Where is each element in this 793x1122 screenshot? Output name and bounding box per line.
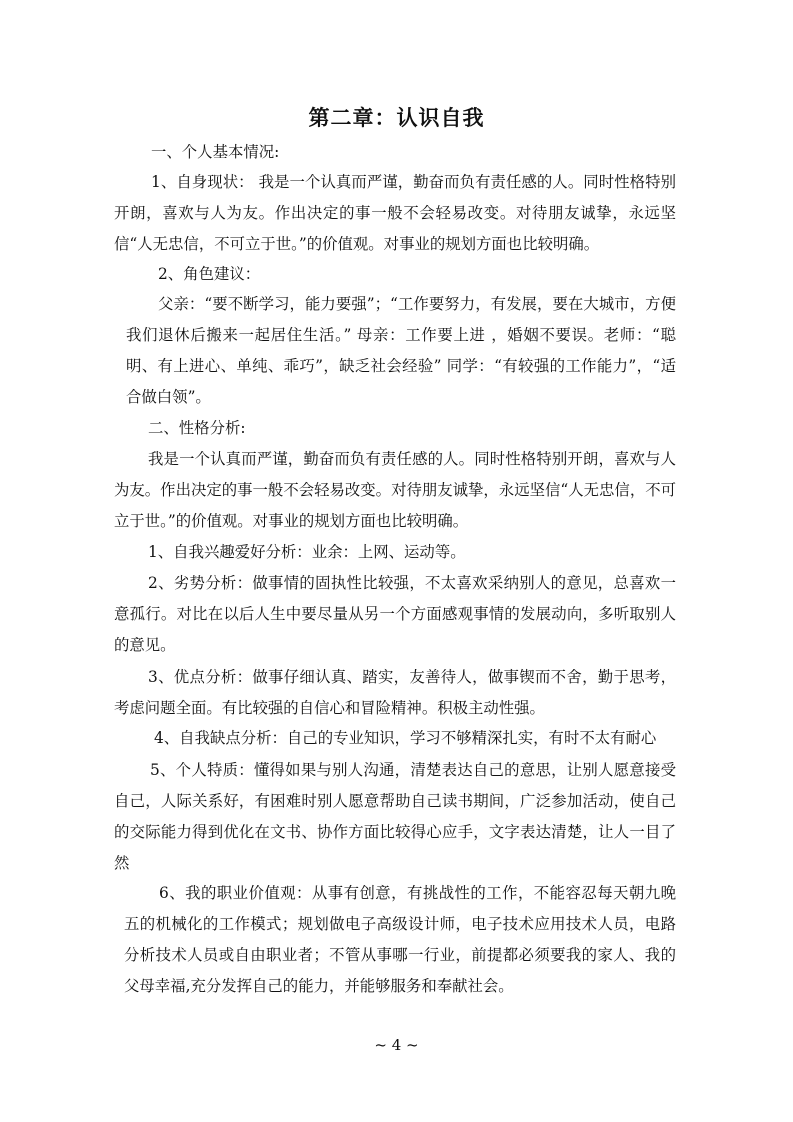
section-heading-personality: 二、性格分析:: [148, 419, 246, 437]
paragraph-strength-analysis: 3、优点分析：做事仔细认真、踏实，友善待人，做事锲而不舍，勤于思考，考虑问题全面。有比较强的自信心和冒险精神。积极主动性强。: [114, 668, 676, 717]
paragraph-shortcoming-analysis: 4、自我缺点分析：自己的专业知识，学习不够精深扎实，有时不太有耐心: [154, 729, 657, 747]
paragraph-interests: 1、自我兴趣爱好分析：业余：上网、运动等。: [148, 543, 466, 561]
paragraph-current-status: 1、自身现状： 我是一个认真而严谨，勤奋而负有责任感的人。同时性格特别开朗，喜欢与人为友。作出决定的事一般不会轻易改变。对待朋友诚挚，永远坚信“人无忠信，不可立于世。”的价值观。对事业的规划方面也比较明确。: [114, 173, 676, 253]
paragraph-personality: 我是一个认真而严谨，勤奋而负有责任感的人。同时性格特别开朗，喜欢与人为友。作出决定的事一般不会轻易改变。对待朋友诚挚，永远坚信“人无忠信，不可立于世。”的价值观。对事业的规划方面也比较明确。: [114, 450, 676, 530]
chapter-title: 第二章：认识自我: [308, 106, 485, 130]
section-heading-basic-info: 一、个人基本情况:: [151, 143, 280, 161]
paragraph-personal-traits: 5、个人特质：懂得如果与别人沟通，清楚表达自己的意思，让别人愿意接受自己，人际关系好，有困难时别人愿意帮助自己读书期间，广泛参加活动，使自己的交际能力得到优化在文书、协作方面比较得心应手，文字表达清楚，让人一目了然: [114, 761, 676, 872]
paragraph-role-advice: 父亲：“要不断学习，能力要强”；“工作要努力，有发展，要在大城市，方便我们退休后搬来一起居住生活。” 母亲：工作要上进 ，婚姻不要误。老师：“聪明、有上进心、单纯、乖巧”，缺乏社会经验” 同学：“有较强的工作能力”，“适合做白领”。: [126, 295, 676, 406]
paragraph-career-values: 6、我的职业价值观：从事有创意，有挑战性的工作，不能容忍每天朝九晚五的机械化的工作模式；规划做电子高级设计师，电子技术应用技术人员，电路分析技术人员或自由职业者；不管从事哪一行业，前提都必须要我的家人、我的父母幸福,充分发挥自己的能力，并能够服务和奉献社会。: [124, 884, 676, 995]
paragraph-weakness-analysis: 2、劣势分析：做事情的固执性比较强，不太喜欢采纳别人的意见，总喜欢一意孤行。对比在以后人生中要尽量从另一个方面感观事情的发展动向，多听取别人的意见。: [114, 574, 676, 654]
paragraph-role-advice-heading: 2、角色建议：: [158, 265, 261, 283]
page-number: ~ 4 ~: [374, 1036, 419, 1054]
